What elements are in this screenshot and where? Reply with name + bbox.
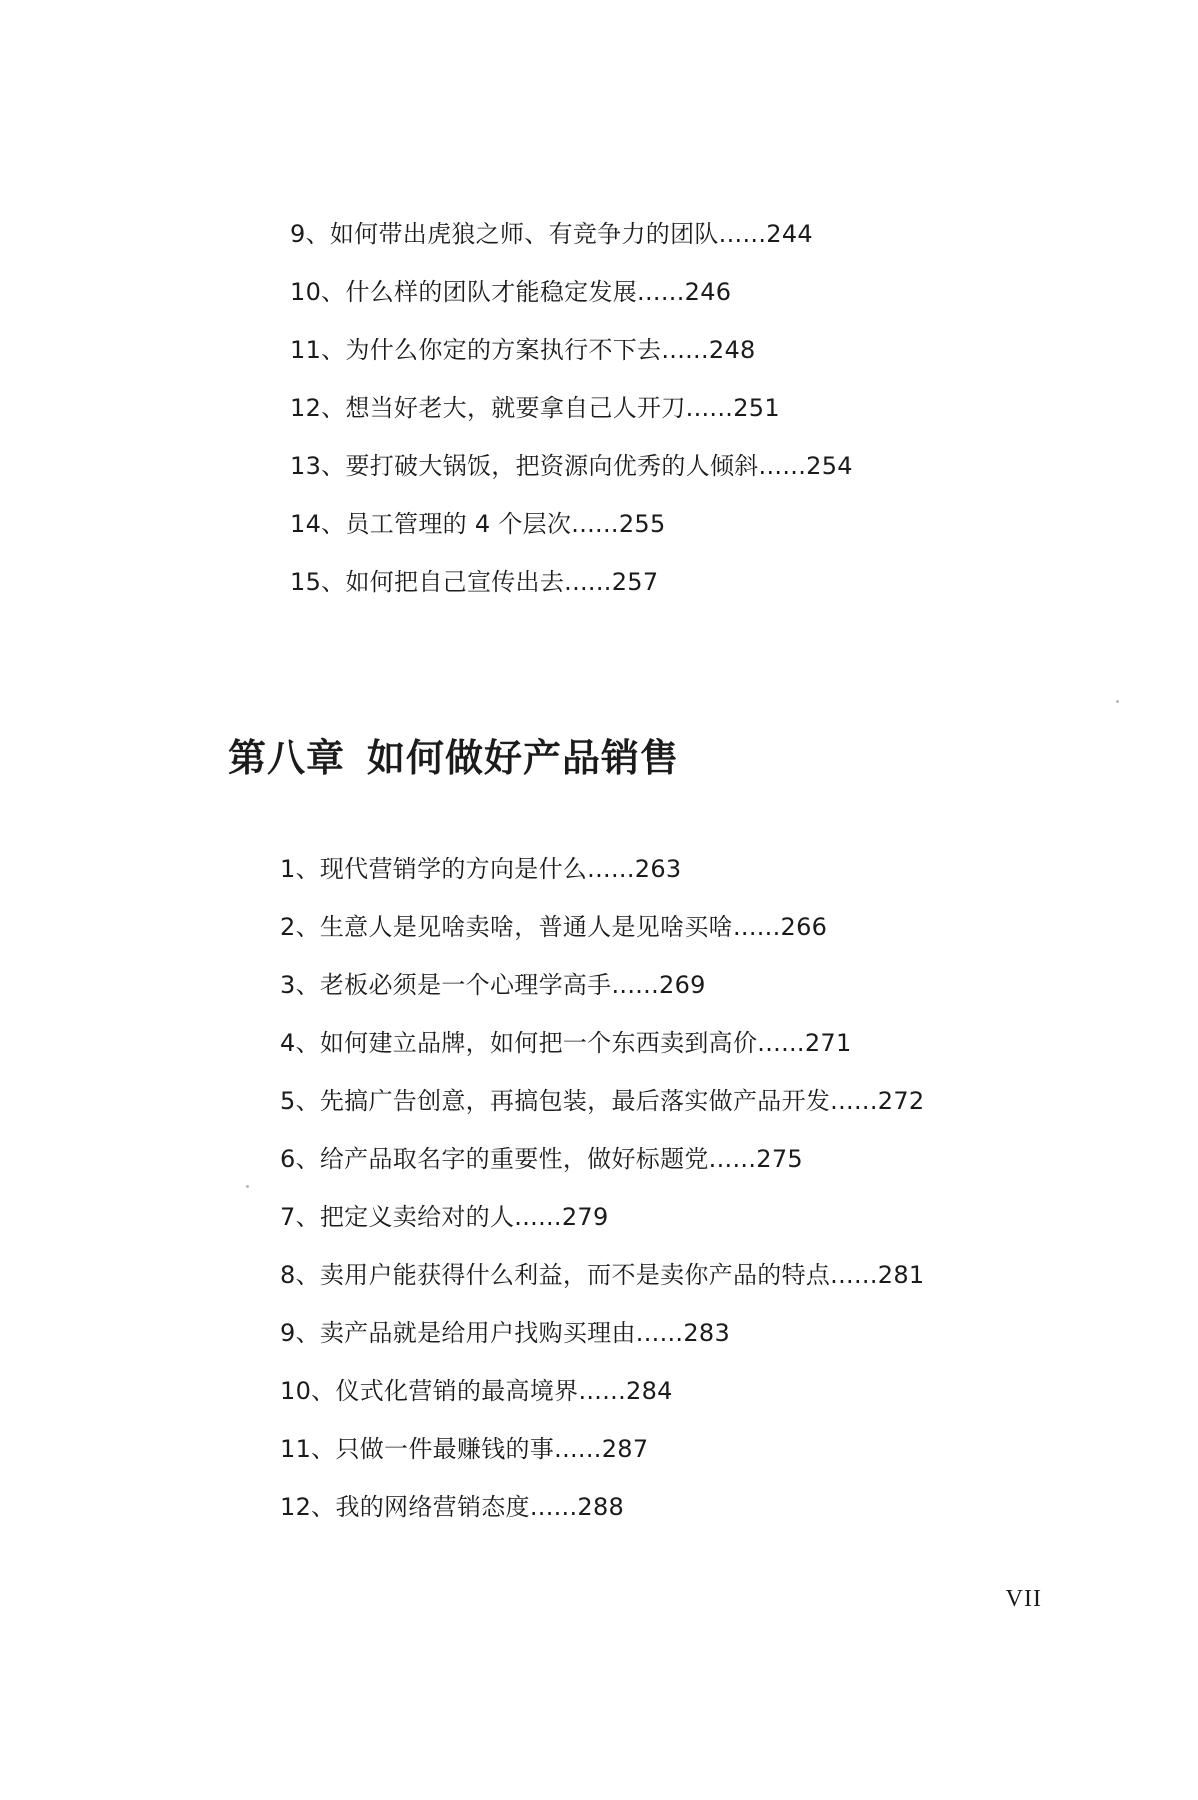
toc-entry-title: 6、给产品取名字的重要性，做好标题党 (280, 1145, 709, 1173)
toc-entry (280, 911, 827, 943)
toc-entry (290, 392, 780, 424)
toc-entry (290, 450, 853, 482)
chapter-label: 第八章 (228, 735, 346, 780)
toc-entry-title: 9、卖产品就是给用户找购买理由 (280, 1319, 636, 1347)
page-number: VII (1005, 1586, 1042, 1612)
toc-entry (280, 1085, 924, 1117)
toc-entry-page: ......275 (708, 1145, 803, 1173)
chapter-title: 如何做好产品销售 (367, 735, 680, 780)
toc-entry-title: 12、想当好老大，就要拿自己人开刀 (290, 394, 686, 422)
toc-entry-page: ......263 (587, 855, 682, 883)
toc-entry-title: 14、员工管理的 4 个层次 (290, 510, 572, 538)
toc-entry-page: ......254 (758, 452, 853, 480)
toc-entry-title: 8、卖用户能获得什么利益，而不是卖你产品的特点 (280, 1261, 831, 1289)
toc-entry-page: ......269 (611, 971, 706, 999)
toc-entry (280, 969, 706, 1001)
toc-entry-title: 10、仪式化营销的最高境界 (280, 1377, 579, 1405)
toc-entry-page: ......257 (564, 568, 659, 596)
toc-entry-title: 11、为什么你定的方案执行不下去 (290, 336, 662, 364)
toc-entry (280, 1201, 609, 1233)
toc-entry-page: ......251 (685, 394, 780, 422)
toc-entry (280, 1375, 673, 1407)
toc-entry-page: ......283 (635, 1319, 731, 1347)
toc-entry-page: ......287 (554, 1435, 649, 1463)
toc-entry-title: 2、生意人是见啥卖啥，普通人是见啥买啥 (280, 913, 733, 941)
toc-entry-page: ......288 (529, 1493, 625, 1521)
toc-entry (280, 853, 681, 885)
toc-entry-title: 10、什么样的团队才能稳定发展 (290, 278, 638, 306)
toc-entry-page: ......271 (757, 1029, 852, 1057)
toc-entry (280, 1433, 648, 1465)
toc-entry-title: 3、老板必须是一个心理学高手 (280, 971, 612, 999)
toc-entry (280, 1143, 803, 1175)
toc-entry-title: 9、如何带出虎狼之师、有竞争力的团队 (290, 220, 719, 248)
toc-entry (280, 1317, 730, 1349)
toc-entry-title: 5、先搞广告创意，再搞包装，最后落实做产品开发 (280, 1087, 831, 1115)
toc-entry (290, 276, 731, 308)
scan-speck (1116, 700, 1119, 703)
toc-entry-page: ......246 (637, 278, 732, 306)
toc-entry (290, 334, 756, 366)
scan-speck (246, 1185, 249, 1188)
toc-entry (280, 1259, 924, 1291)
toc-entry-title: 7、把定义卖给对的人 (280, 1203, 515, 1231)
chapter-heading (228, 733, 679, 783)
toc-entry-title: 4、如何建立品牌，如何把一个东西卖到高价 (280, 1029, 758, 1057)
toc-entry (280, 1491, 624, 1523)
toc-entry (290, 218, 813, 250)
toc-entry-page: ......248 (661, 336, 756, 364)
toc-entry-title: 13、要打破大锅饭，把资源向优秀的人倾斜 (290, 452, 759, 480)
toc-entry-page: ......272 (830, 1087, 925, 1115)
toc-entry (280, 1027, 852, 1059)
toc-entry-page: ......279 (514, 1203, 609, 1231)
toc-entry-page: ......244 (718, 220, 813, 248)
toc-entry-page: ......266 (732, 913, 828, 941)
toc-entry (290, 566, 658, 598)
toc-entry-page: ......281 (830, 1261, 925, 1289)
toc-entry (290, 508, 666, 540)
toc-entry-title: 11、只做一件最赚钱的事 (280, 1435, 555, 1463)
toc-entry-title: 12、我的网络营销态度 (280, 1493, 530, 1521)
toc-entry-page: ......284 (578, 1377, 673, 1405)
toc-entry-title: 1、现代营销学的方向是什么 (280, 855, 588, 883)
toc-entry-page: ......255 (571, 510, 666, 538)
toc-entry-title: 15、如何把自己宣传出去 (290, 568, 565, 596)
